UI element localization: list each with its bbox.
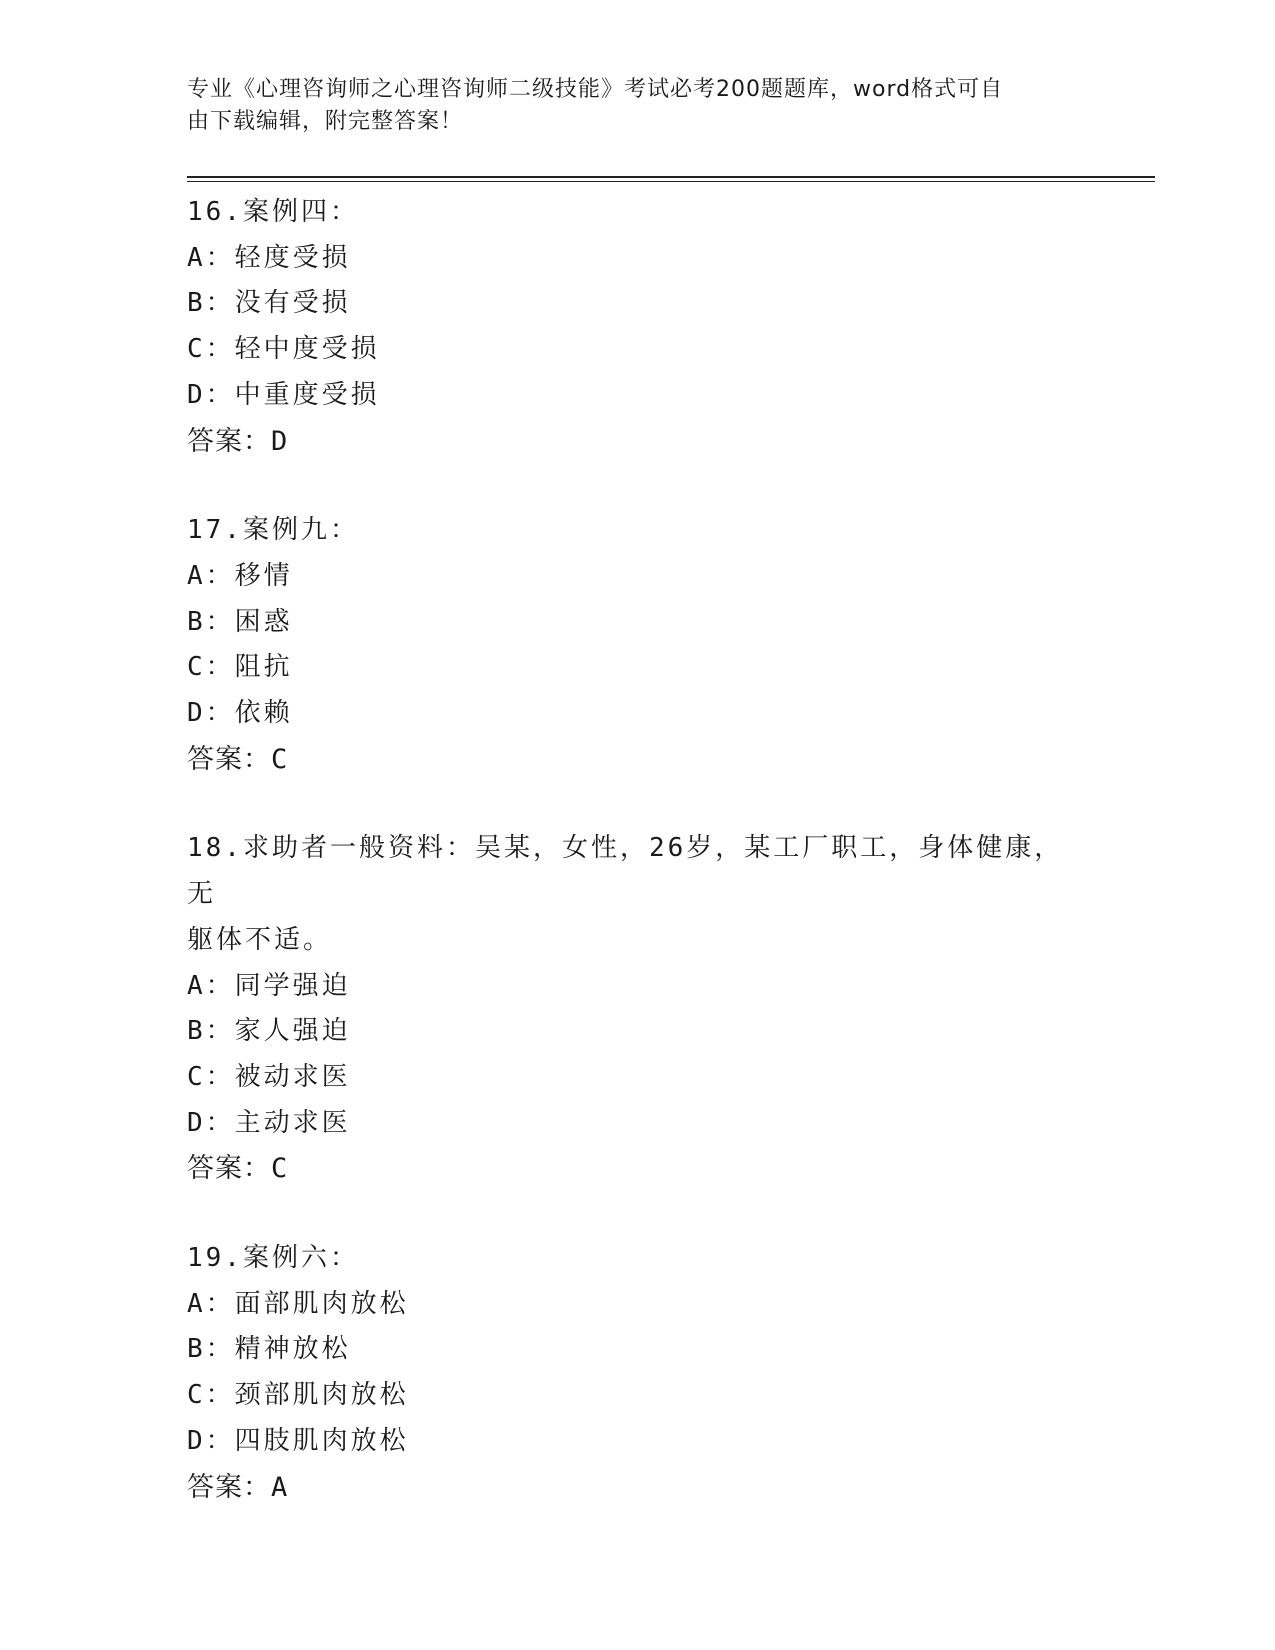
answer-line: 答案：C [187, 743, 289, 775]
option-a: A：移情 [187, 560, 293, 591]
option-c: C：阻抗 [187, 652, 293, 683]
question-stem-continued: 躯体不适。 [187, 924, 333, 955]
option-c: C：轻中度受损 [187, 334, 380, 365]
header-divider-thick [187, 176, 1155, 178]
option-b: B：没有受损 [187, 288, 351, 319]
answer-line: 答案：D [187, 425, 289, 457]
header-line-1: 专业《心理咨询师之心理咨询师二级技能》考试必考200题题库，word格式可自 [187, 77, 1004, 102]
option-b: B：困惑 [187, 606, 293, 637]
option-d: D：四肢肌肉放松 [187, 1425, 409, 1456]
question-stem: 19.案例六： [187, 1243, 359, 1274]
option-d: D：依赖 [187, 698, 293, 729]
option-d: D：主动求医 [187, 1107, 351, 1138]
option-c: C：被动求医 [187, 1061, 351, 1092]
question-19 [187, 1236, 1087, 1510]
option-c: C：颈部肌肉放松 [187, 1380, 409, 1411]
question-list [187, 190, 1087, 1554]
document-header [187, 74, 1067, 138]
question-16 [187, 190, 1087, 464]
answer-line: 答案：C [187, 1153, 289, 1185]
question-18 [187, 826, 1087, 1192]
option-b: B：家人强迫 [187, 1016, 351, 1047]
header-divider-thin [187, 181, 1155, 182]
question-stem: 16.案例四： [187, 197, 359, 227]
option-a: A：面部肌肉放松 [187, 1288, 409, 1319]
question-stem: 18.求助者一般资料：吴某，女性，26岁，某工厂职工，身体健康，无 [187, 833, 1064, 910]
question-stem: 17.案例九： [187, 515, 359, 546]
option-a: A：同学强迫 [187, 970, 351, 1001]
option-b: B：精神放松 [187, 1334, 351, 1365]
question-17 [187, 508, 1087, 782]
option-d: D：中重度受损 [187, 379, 380, 410]
answer-line: 答案：A [187, 1471, 289, 1503]
header-line-2: 由下载编辑，附完整答案！ [187, 109, 464, 134]
option-a: A：轻度受损 [187, 242, 351, 273]
